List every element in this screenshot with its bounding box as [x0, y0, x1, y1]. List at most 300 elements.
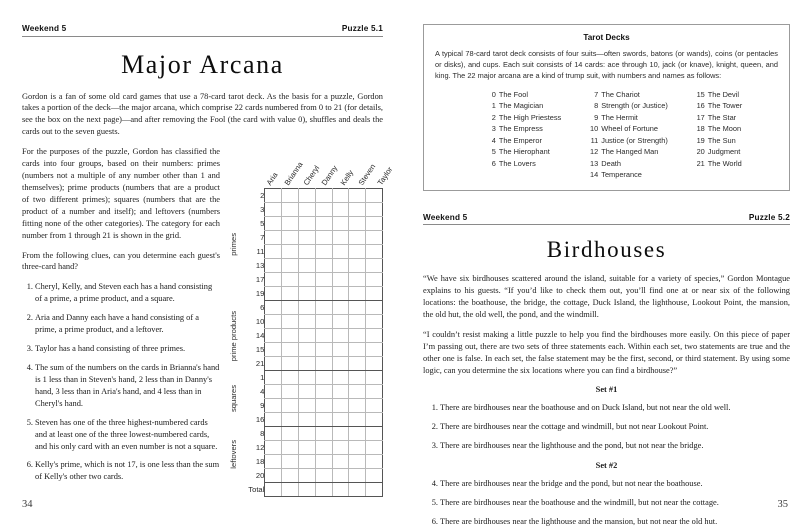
tarot-decks-box [423, 24, 790, 191]
major-arcana-item [694, 89, 742, 100]
grid-row [228, 231, 383, 245]
grid-cell[interactable] [332, 273, 349, 287]
grid-row [228, 301, 383, 315]
major-arcana-column-3 [694, 89, 742, 181]
major-arcana-column-1 [485, 89, 561, 181]
grid-cell[interactable] [332, 329, 349, 343]
grid-cell[interactable] [366, 399, 383, 413]
grid-cell[interactable] [282, 301, 299, 315]
grid-cell[interactable] [332, 455, 349, 469]
grid-cell[interactable] [265, 371, 282, 385]
clue-item: The sum of the numbers on the cards in Brianna's hand is 1 less than in Steven's hand, 2 less than in Danny's hand, 3 less than in Aria's hand, and 4 less than in Cheryl's hand. [35, 363, 220, 408]
grid-cell[interactable] [315, 259, 332, 273]
grid-row-label: 3 [260, 204, 265, 214]
grid-column-header-aria: Aria [264, 170, 280, 188]
grid-row-label: 18 [255, 456, 265, 466]
statement-item: There are birdhouses near the boathouse and on Duck Island, but not near the old well. [440, 403, 731, 413]
major-arcana-name: The High Priestess [498, 112, 562, 122]
grid-row-label: 6 [260, 302, 265, 312]
grid-cell[interactable] [315, 469, 332, 483]
grid-row-label: 9 [260, 400, 265, 410]
grid-row [228, 273, 383, 287]
grid-total-label: Total [248, 484, 265, 494]
grid-row [228, 469, 383, 483]
puzzle-grid-wrapper [228, 146, 395, 497]
grid-cell[interactable] [332, 399, 349, 413]
grid-cell[interactable] [298, 385, 315, 399]
major-arcana-item [587, 123, 668, 134]
clues-column [22, 146, 220, 490]
grid-cell[interactable] [315, 301, 332, 315]
grid-row [228, 441, 383, 455]
major-arcana-item [587, 158, 668, 169]
grid-cell[interactable] [315, 413, 332, 427]
major-arcana-number: 16 [696, 101, 705, 111]
grid-cell[interactable] [366, 259, 383, 273]
grid-cell[interactable] [332, 385, 349, 399]
grid-cell[interactable] [265, 245, 282, 259]
grid-cell[interactable] [332, 441, 349, 455]
major-arcana-name: The Fool [498, 89, 528, 99]
grid-cell[interactable] [315, 357, 332, 371]
grid-cell[interactable] [332, 427, 349, 441]
major-arcana-item [694, 123, 742, 134]
major-arcana-name: The Hierophant [498, 147, 550, 157]
major-arcana-name: Death [601, 158, 621, 168]
grid-cell[interactable] [298, 455, 315, 469]
major-arcana-number: 8 [594, 101, 599, 111]
grid-cell[interactable] [298, 259, 315, 273]
grid-cell[interactable] [332, 343, 349, 357]
grid-cell[interactable] [265, 413, 282, 427]
grid-cell[interactable] [349, 455, 366, 469]
grid-cell[interactable] [349, 203, 366, 217]
running-head-right-puzzle: Puzzle 5.2 [748, 212, 790, 222]
grid-cell[interactable] [349, 217, 366, 231]
grid-cell[interactable] [265, 329, 282, 343]
grid-cell[interactable] [366, 441, 383, 455]
major-arcana-item [694, 112, 742, 123]
grid-cell[interactable] [349, 245, 366, 259]
grid-cell[interactable] [265, 343, 282, 357]
clue-item: Cheryl, Kelly, and Steven each has a hand consisting of a prime, a prime product, and a square. [35, 282, 213, 304]
grid-cell[interactable] [265, 385, 282, 399]
grid-cell[interactable] [366, 329, 383, 343]
grid-cell[interactable] [366, 315, 383, 329]
grid-cell[interactable] [366, 301, 383, 315]
major-arcana-name: The Magician [498, 101, 544, 111]
grid-cell[interactable] [332, 301, 349, 315]
grid-cell[interactable] [366, 455, 383, 469]
grid-row-label: 14 [255, 330, 265, 340]
grid-cell[interactable] [349, 287, 366, 301]
major-arcana-item [485, 158, 561, 169]
major-arcana-name: Judgment [707, 147, 741, 157]
major-arcana-item [694, 158, 742, 169]
grid-cell[interactable] [282, 385, 299, 399]
grid-cell[interactable] [298, 217, 315, 231]
major-arcana-item [587, 146, 668, 157]
grid-row-label: 17 [255, 274, 265, 284]
major-arcana-name: The Lovers [498, 158, 536, 168]
grid-cell[interactable] [366, 217, 383, 231]
grid-cell[interactable] [332, 287, 349, 301]
grid-cell[interactable] [332, 371, 349, 385]
grid-row-label: 5 [260, 218, 265, 228]
grid-cell[interactable] [298, 231, 315, 245]
major-arcana-number: 14 [590, 170, 599, 180]
grid-cell[interactable] [265, 357, 282, 371]
major-arcana-name: The World [707, 158, 742, 168]
grid-cell[interactable] [282, 413, 299, 427]
grid-total-row [228, 483, 383, 497]
major-arcana-name: The Hanged Man [601, 147, 659, 157]
grid-cell[interactable] [282, 399, 299, 413]
grid-cell[interactable] [366, 203, 383, 217]
clue-item: Kelly's prime, which is not 17, is one less than the sum of Kelly's other two cards. [35, 460, 220, 482]
grid-cell[interactable] [298, 441, 315, 455]
grid-cell[interactable] [332, 259, 349, 273]
grid-cell[interactable] [265, 455, 282, 469]
running-head-left [22, 24, 383, 37]
grid-cell[interactable] [332, 245, 349, 259]
grid-row [228, 203, 383, 217]
major-arcana-item [485, 146, 561, 157]
clue-list [22, 281, 220, 483]
grid-cell[interactable] [366, 245, 383, 259]
grid-cell[interactable] [366, 287, 383, 301]
grid-cell[interactable] [332, 413, 349, 427]
grid-cell[interactable] [332, 231, 349, 245]
major-arcana-number: 20 [696, 147, 705, 157]
grid-column-header-danny: Danny [319, 163, 340, 188]
grid-cell[interactable] [265, 441, 282, 455]
grid-cell[interactable] [349, 189, 366, 203]
grid-cell[interactable] [332, 203, 349, 217]
grid-cell[interactable] [282, 469, 299, 483]
grid-cell[interactable] [265, 273, 282, 287]
puzzle-grid[interactable] [228, 188, 383, 497]
birdhouses-paragraph-2: “I couldn’t resist making a little puzzle to help you find the birdhouses more easily. On this piece of paper I’m passing out, there are two sets of three statements each. Within each set, two statements are true and the other one is false. In each set, the false statement may be the first, second, or third statement. By using some logic, can you determine the six locations where you can find a birdhouse?” [423, 329, 790, 375]
major-arcana-number: 21 [696, 158, 705, 168]
grid-cell[interactable] [349, 315, 366, 329]
tarot-decks-text: A typical 78-card tarot deck consists of four suits—often swords, batons (or wands), coins (or pentacles or disks), and cups. Each suit consists of 14 cards: ace through 10, jack (or knave), knight, queen, and king. The 22 major arcana are a kind of trump suit, with numbers and names as follows: [435, 49, 778, 80]
grid-cell[interactable] [298, 203, 315, 217]
major-arcana-name: The Chariot [601, 89, 640, 99]
grid-total-cell[interactable] [366, 483, 383, 497]
grid-cell[interactable] [349, 441, 366, 455]
running-head-right-weekend: Weekend 5 [423, 212, 468, 222]
major-arcana-number: 9 [594, 112, 599, 122]
grid-cell[interactable] [349, 301, 366, 315]
grid-cell[interactable] [315, 203, 332, 217]
grid-row-label: 15 [255, 344, 265, 354]
grid-cell[interactable] [298, 357, 315, 371]
grid-cell[interactable] [265, 217, 282, 231]
grid-cell[interactable] [349, 231, 366, 245]
grid-cell[interactable] [349, 413, 366, 427]
grid-cell[interactable] [282, 357, 299, 371]
major-arcana-item [587, 89, 668, 100]
grid-row-label: 19 [255, 288, 265, 298]
major-arcana-number: 12 [590, 147, 599, 157]
grid-cell[interactable] [366, 273, 383, 287]
page-title-major-arcana: Major Arcana [121, 49, 284, 79]
grid-column-header-steven: Steven [356, 162, 378, 188]
grid-total-spacer [228, 483, 240, 497]
grid-cell[interactable] [282, 245, 299, 259]
major-arcana-name: The Tower [707, 101, 743, 111]
grid-cell[interactable] [366, 231, 383, 245]
major-arcana-number: 2 [491, 112, 496, 122]
grid-cell[interactable] [298, 399, 315, 413]
grid-cell[interactable] [282, 287, 299, 301]
grid-cell[interactable] [265, 399, 282, 413]
grid-row [228, 427, 383, 441]
grid-column-header-taylor: Taylor [375, 165, 395, 188]
grid-row-label: 12 [255, 442, 265, 452]
grid-cell[interactable] [366, 357, 383, 371]
grid-cell[interactable] [265, 315, 282, 329]
grid-cell[interactable] [282, 455, 299, 469]
statement-item: There are birdhouses near the lighthouse and the pond, but not near the bridge. [440, 441, 704, 451]
grid-cell[interactable] [282, 441, 299, 455]
grid-row [228, 413, 383, 427]
major-arcana-number: 18 [696, 124, 705, 134]
grid-cell[interactable] [298, 469, 315, 483]
grid-cell[interactable] [349, 329, 366, 343]
grid-cell[interactable] [349, 259, 366, 273]
grid-cell[interactable] [282, 231, 299, 245]
major-arcana-name: The Star [707, 112, 737, 122]
grid-row [228, 329, 383, 343]
major-arcana-name: Strength (or Justice) [601, 101, 668, 111]
grid-cell[interactable] [315, 371, 332, 385]
grid-cell[interactable] [265, 427, 282, 441]
grid-row [228, 259, 383, 273]
grid-cell[interactable] [315, 273, 332, 287]
clue-item: Aria and Danny each have a hand consisting of a prime, a prime product, and a leftover. [35, 313, 199, 335]
grid-cell[interactable] [265, 231, 282, 245]
grid-cell[interactable] [315, 441, 332, 455]
right-page [405, 0, 810, 527]
grid-cell[interactable] [282, 427, 299, 441]
grid-cell[interactable] [366, 413, 383, 427]
major-arcana-number: 7 [594, 89, 599, 99]
grid-cell[interactable] [366, 469, 383, 483]
grid-row [228, 357, 383, 371]
page-number-right: 35 [777, 499, 788, 510]
grid-total-cell[interactable] [349, 483, 366, 497]
grid-cell[interactable] [282, 371, 299, 385]
major-arcana-item [587, 112, 668, 123]
grid-cell[interactable] [315, 217, 332, 231]
grid-column-header-cheryl: Cheryl [301, 163, 322, 188]
grid-cell[interactable] [366, 343, 383, 357]
question-paragraph: From the following clues, can you determine each guest's three-card hand? [22, 250, 220, 272]
major-arcana-number: 6 [491, 158, 496, 168]
grid-cell[interactable] [349, 273, 366, 287]
statement-item: There are birdhouses near the cottage and windmill, but not near Lookout Point. [440, 422, 709, 432]
grid-row [228, 315, 383, 329]
major-arcana-name: Justice (or Strength) [601, 135, 668, 145]
grid-cell[interactable] [349, 357, 366, 371]
grid-cell[interactable] [349, 343, 366, 357]
grid-cell[interactable] [298, 343, 315, 357]
grid-cell[interactable] [315, 245, 332, 259]
grid-cell[interactable] [265, 189, 282, 203]
grid-cell[interactable] [349, 469, 366, 483]
major-arcana-name: Temperance [601, 170, 642, 180]
grid-cell[interactable] [315, 329, 332, 343]
grid-total-cell[interactable] [315, 483, 332, 497]
grid-row [228, 343, 383, 357]
grid-cell[interactable] [366, 427, 383, 441]
grid-row-label: 7 [260, 232, 265, 242]
grid-total-cell[interactable] [265, 483, 282, 497]
grid-cell[interactable] [282, 329, 299, 343]
grid-row [228, 245, 383, 259]
major-arcana-item [694, 100, 742, 111]
statement-item: There are birdhouses near the lighthouse and the mansion, but not near the old hut. [440, 517, 718, 527]
major-arcana-name: The Empress [498, 124, 543, 134]
grid-total-cell[interactable] [332, 483, 349, 497]
grid-cell[interactable] [332, 315, 349, 329]
grid-row-label: 13 [255, 260, 265, 270]
grid-cell[interactable] [349, 427, 366, 441]
grid-cell[interactable] [265, 203, 282, 217]
major-arcana-item [694, 146, 742, 157]
grid-cell[interactable] [315, 315, 332, 329]
grid-cell[interactable] [366, 371, 383, 385]
major-arcana-number: 17 [696, 112, 705, 122]
grid-cell[interactable] [298, 413, 315, 427]
major-arcana-number: 3 [491, 124, 496, 134]
major-arcana-number: 15 [696, 89, 705, 99]
grid-row [228, 399, 383, 413]
intro-paragraph: Gordon is a fan of some old card games that use a 78-card tarot deck. As the basis for a puzzle, Gordon takes a portion of the deck—the major arcana, which comprise 22 cards numbered from 0 to 21 (for details, see the box on the next page)—and after removing the Fool (the card with value 0), shuffles and deals the cards out to the seven guests. [22, 91, 383, 137]
grid-cell[interactable] [366, 189, 383, 203]
clue-item: Steven has one of the three highest-numbered cards and at least one of the three lowest-numbered cards, and his only card with an even number is not a square. [35, 417, 218, 451]
left-page [0, 0, 405, 524]
grid-total-cell[interactable] [298, 483, 315, 497]
grid-cell[interactable] [282, 189, 299, 203]
grid-row [228, 217, 383, 231]
grid-cell[interactable] [298, 315, 315, 329]
statement-item: There are birdhouses near the boathouse and the windmill, but not near the cottage. [440, 498, 719, 508]
grid-cell[interactable] [282, 315, 299, 329]
grid-cell[interactable] [332, 189, 349, 203]
major-arcana-number: 10 [590, 124, 599, 134]
grid-cell[interactable] [298, 245, 315, 259]
grid-cell[interactable] [298, 273, 315, 287]
grid-cell[interactable] [315, 455, 332, 469]
grid-row-label: 16 [255, 414, 265, 424]
grid-cell[interactable] [349, 399, 366, 413]
grid-row-label: 4 [260, 386, 265, 396]
grid-category-label: primes [229, 233, 239, 257]
major-arcana-item [485, 89, 561, 100]
grid-cell[interactable] [298, 287, 315, 301]
grid-cell[interactable] [349, 385, 366, 399]
major-arcana-item [485, 112, 561, 123]
grid-cell[interactable] [298, 427, 315, 441]
grid-total-cell[interactable] [282, 483, 299, 497]
clue-item: Taylor has a hand consisting of three primes. [35, 344, 186, 354]
left-page-lower [22, 146, 395, 494]
grid-cell[interactable] [265, 469, 282, 483]
major-arcana-number: 11 [590, 135, 599, 145]
page-title-birdhouses: Birdhouses [546, 237, 667, 263]
grid-cell[interactable] [265, 259, 282, 273]
grid-cell[interactable] [282, 343, 299, 357]
major-arcana-number: 0 [491, 89, 496, 99]
grid-cell[interactable] [315, 427, 332, 441]
grid-cell[interactable] [315, 287, 332, 301]
grid-cell[interactable] [282, 259, 299, 273]
major-arcana-column-2 [587, 89, 668, 181]
set-1-heading: Set #1 [595, 385, 618, 395]
grid-column [228, 146, 395, 494]
grid-row-label: 2 [260, 190, 265, 200]
grid-row-label: 1 [260, 372, 265, 382]
grid-cell[interactable] [332, 357, 349, 371]
grid-cell[interactable] [315, 343, 332, 357]
major-arcana-list [435, 89, 778, 181]
grid-cell[interactable] [282, 217, 299, 231]
grid-row-label: 11 [256, 246, 265, 256]
grid-cell[interactable] [298, 371, 315, 385]
classification-paragraph: For the purposes of the puzzle, Gordon has classified the cards into four groups, based on their numbers: primes (numbers not a multiple of any number other than 1 and themselves); prime products (numbers that are a product of two different primes); squares (numbers that are the product of a number and itself); and leftovers (numbers fitting none of the other categories). The category for each number from 1 through 21 is shown in the grid. [22, 147, 220, 240]
major-arcana-name: The Moon [707, 124, 742, 134]
major-arcana-name: Wheel of Fortune [601, 124, 658, 134]
grid-row-label: 8 [260, 428, 265, 438]
grid-cell[interactable] [282, 273, 299, 287]
grid-cell[interactable] [349, 371, 366, 385]
page-number-left: 34 [22, 499, 33, 510]
major-arcana-name: The Hermit [601, 112, 638, 122]
major-arcana-number: 1 [491, 101, 496, 111]
grid-cell[interactable] [315, 189, 332, 203]
major-arcana-name: The Emperor [498, 135, 542, 145]
major-arcana-number: 5 [491, 147, 496, 157]
set-1-list [423, 402, 790, 452]
grid-cell[interactable] [366, 385, 383, 399]
grid-cell[interactable] [315, 399, 332, 413]
grid-row [228, 385, 383, 399]
set-2-heading: Set #2 [595, 461, 618, 471]
grid-row [228, 287, 383, 301]
grid-cell[interactable] [315, 385, 332, 399]
grid-cell[interactable] [265, 301, 282, 315]
grid-cell[interactable] [298, 329, 315, 343]
grid-cell[interactable] [282, 203, 299, 217]
grid-cell[interactable] [315, 231, 332, 245]
major-arcana-number: 4 [491, 135, 496, 145]
grid-cell[interactable] [332, 469, 349, 483]
grid-cell[interactable] [265, 287, 282, 301]
major-arcana-item [587, 135, 668, 146]
major-arcana-item [587, 100, 668, 111]
grid-category-label: leftovers [229, 440, 239, 470]
grid-cell[interactable] [298, 189, 315, 203]
tarot-decks-title: Tarot Decks [583, 33, 630, 42]
grid-cell[interactable] [332, 217, 349, 231]
grid-row [228, 189, 383, 203]
grid-cell[interactable] [298, 301, 315, 315]
statement-item: There are birdhouses near the bridge and the pond, but not near the boathouse. [440, 479, 703, 489]
grid-row [228, 455, 383, 469]
